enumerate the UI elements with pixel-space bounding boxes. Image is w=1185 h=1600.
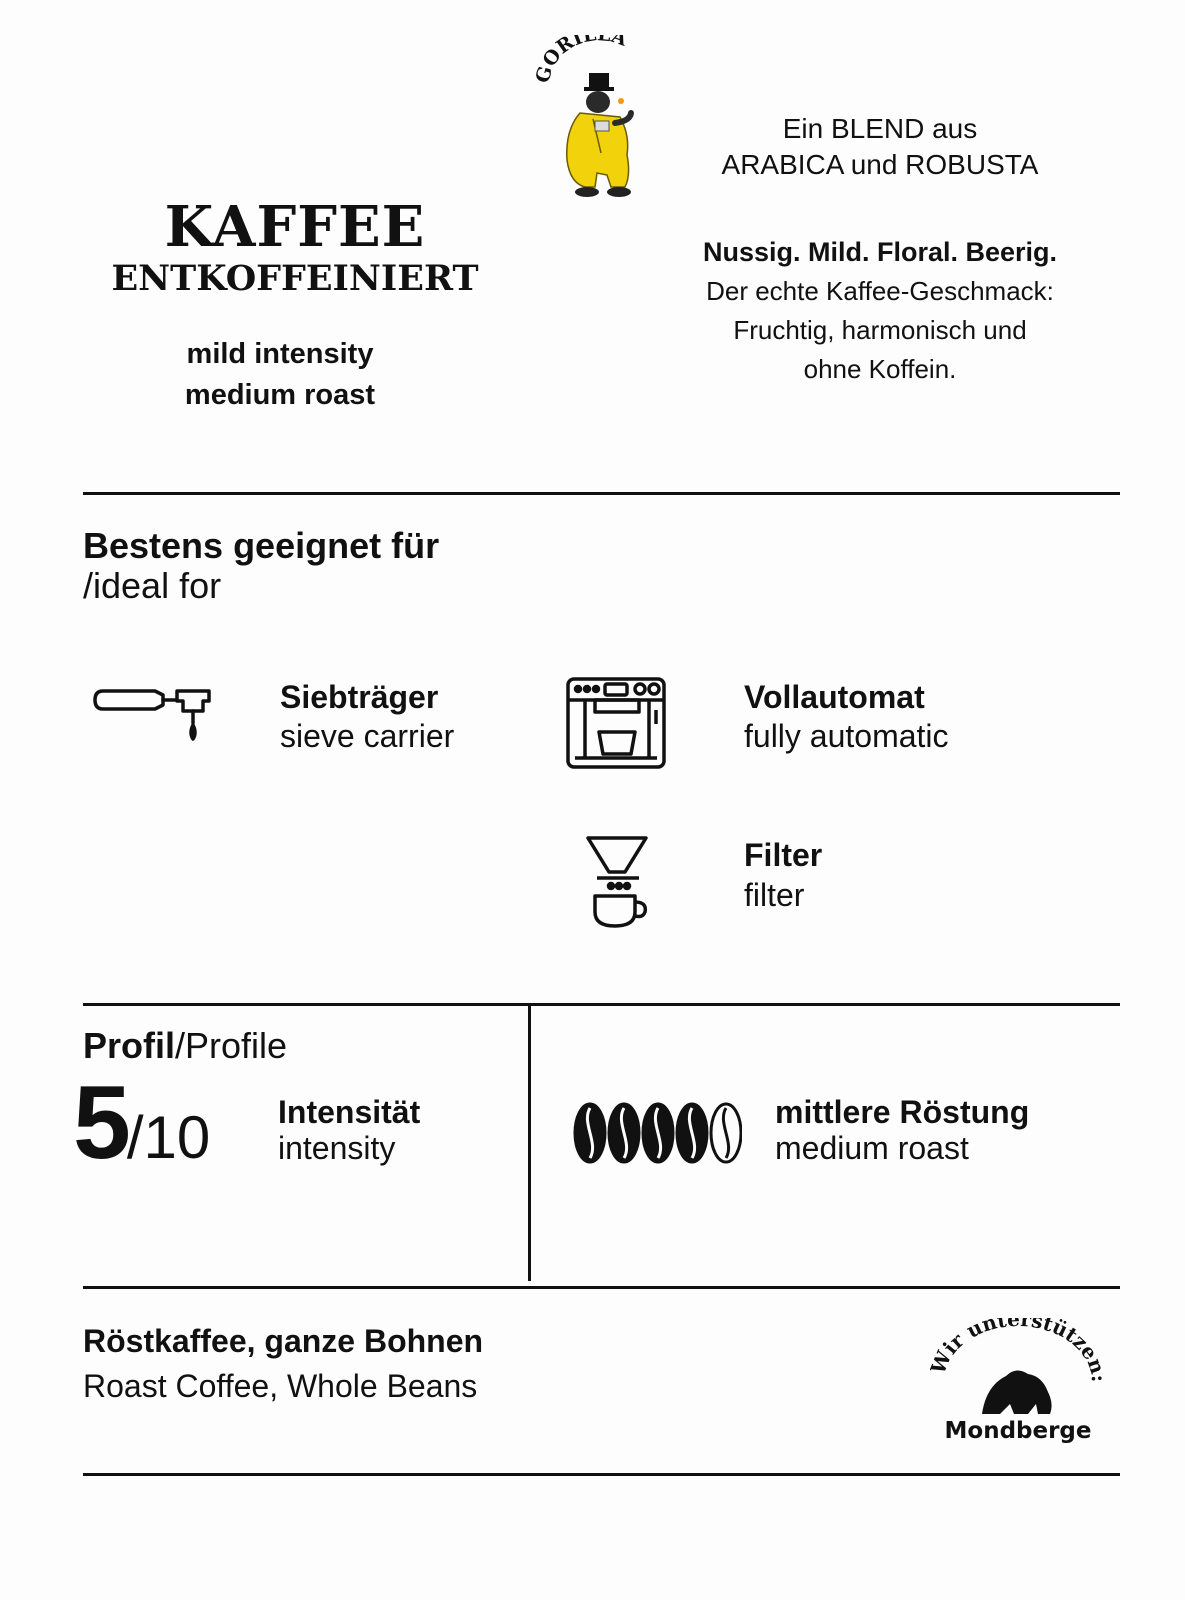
taste-line-2: Fruchtig, harmonisch und	[733, 315, 1027, 345]
taste-line-3: ohne Koffein.	[803, 354, 957, 384]
method-name-portafilter: Siebträger	[280, 679, 439, 715]
method-name-fully-automatic: Vollautomat	[744, 679, 925, 715]
divider-vertical	[528, 1005, 531, 1281]
pour-over-filter-icon	[583, 834, 653, 932]
coffee-bean-icon-outline	[711, 1104, 741, 1162]
divider-top	[83, 492, 1120, 495]
blend-line-1: Ein BLEND aus	[782, 113, 978, 144]
mondberge-support-logo	[930, 1318, 1105, 1453]
intensity-score-value: 5	[73, 1065, 127, 1181]
taste-line-1: Der echte Kaffee-Geschmack:	[706, 276, 1054, 306]
coffee-bean-icon-filled	[677, 1104, 707, 1162]
method-translation-portafilter: sieve carrier	[280, 718, 455, 754]
divider-middle	[83, 1003, 1120, 1006]
profile-heading	[83, 1025, 287, 1067]
product-type-english: Roast Coffee, Whole Beans	[83, 1368, 478, 1404]
blend-line-2: ARABICA und ROBUSTA	[721, 149, 1039, 180]
method-name-filter: Filter	[744, 837, 823, 873]
method-translation-fully-automatic: fully automatic	[744, 718, 949, 754]
gorilla-logo	[535, 35, 660, 205]
coffee-bean-icon-filled	[575, 1104, 605, 1162]
divider-lower	[83, 1286, 1120, 1289]
roast-level-beans	[572, 1100, 742, 1171]
intensity-descriptor: mild intensity	[186, 338, 374, 370]
product-title: KAFFEE	[164, 194, 426, 260]
intensity-label: Intensität	[278, 1094, 421, 1130]
divider-bottom	[83, 1473, 1120, 1476]
logo-text: ORIL A	[538, 35, 630, 71]
profile-heading-rest: /Profile	[175, 1025, 288, 1066]
profile-heading-bold: Profil	[83, 1025, 176, 1066]
intensity-translation: intensity	[278, 1130, 396, 1166]
coffee-machine-icon	[565, 676, 667, 772]
gorilla-silhouette-icon	[982, 1370, 1052, 1414]
roast-descriptor: medium roast	[184, 379, 376, 411]
intensity-score	[73, 1065, 211, 1193]
taste-headline: Nussig. Mild. Floral. Beerig.	[702, 237, 1058, 267]
product-type: Röstkaffee, ganze Bohnen	[83, 1323, 484, 1359]
svg-text:GORILLA	[535, 35, 630, 85]
roast-translation: medium roast	[775, 1130, 969, 1166]
portafilter-icon	[93, 683, 213, 745]
ideal-subheading: /ideal for	[83, 565, 222, 606]
product-subtitle: ENTKOFFEINIERT	[111, 258, 479, 299]
coffee-bean-icon-filled	[609, 1104, 639, 1162]
intensity-score-max: /10	[126, 1104, 211, 1171]
method-translation-filter: filter	[744, 877, 805, 913]
support-text: ir unterstütze	[937, 1318, 1103, 1365]
roast-label: mittlere Röstung	[775, 1094, 1030, 1130]
ideal-heading: Bestens geeignet für	[83, 525, 440, 566]
coffee-bean-icon-filled	[643, 1104, 673, 1162]
support-org: Mondberge	[944, 1418, 1092, 1444]
